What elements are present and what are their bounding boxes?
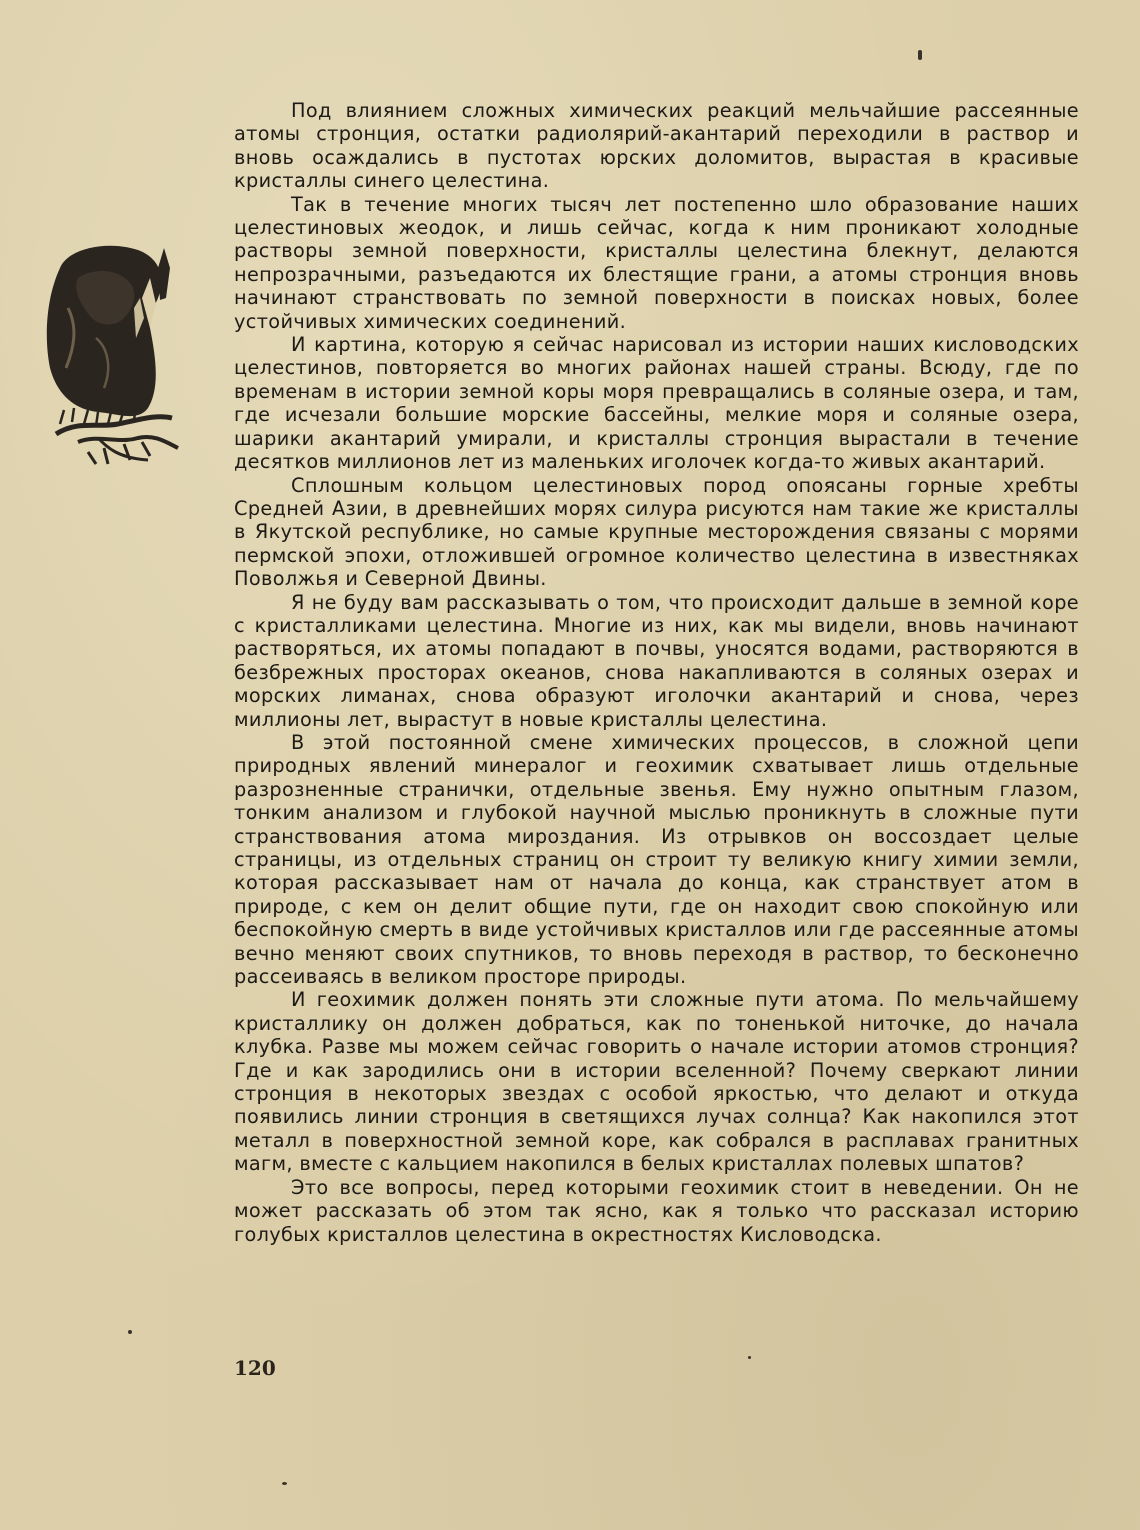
paragraph: Я не буду вам рассказывать о том, что происходит дальше в земной коре с кристалликами целестина. Многие из них, как мы видели, вновь начинают растворяться, их атомы попадают в почвы, уносятся водами, растворяются в безбрежных просторах океанов, снова накапливаются в соляных озерах и морских лиманах, снова образуют иголочки акантарий и снова, через миллионы лет, вырастут в новые кристаллы целестина. [234,590,1079,731]
paragraph: Под влиянием сложных химических реакций мельчайшие рассеянные атомы стронция, остатки радиолярий-акантарий переходили в раствор и вновь осаждались в пустотах юрских доломитов, вырастая в красивые кристаллы синего целестина. [234,99,1079,193]
paragraph: В этой постоянной смене химических процессов, в сложной цепи природных явлений минералог и геохимик схватывает лишь отдельные разрозненные странички, отдельные звенья. Ему нужно опытным глазом, тонким анализом и глубокой научной мыслью проникнуть в сложные пути странствования атома мироздания. Из отрывков он воссоздает целые страницы, из отдельных страниц он строит ту великую книгу химии земли, которая рассказывает нам от начала до конца, как странствует атом в природе, с кем он делит общие пути, где он находит свою спокойную или беспокойную смерть в виде устойчивых кристаллов или где рассеянные атомы вечно меняют своих спутников, то вновь переходя в раствор, то бесконечно рассеиваясь в великом просторе природы. [234,730,1079,989]
paragraph: И геохимик должен понять эти сложные пути атома. По мельчайшему кристаллику он должен добраться, как по тоненькой ниточке, до начала клубка. Разве мы можем сейчас говорить о начале истории атомов стронция? Где и как зародились они в истории вселенной? Почему сверкают линии стронция в некоторых звездах с особой яркостью, что делают и откуда появились линии стронция в светящихся лучах солнца? Как накопился этот металл в поверхностной земной коре, как собрался в расплавах гранитных магм, вместе с кальцием накопился в белых кристаллах полевых шпатов? [234,988,1079,1176]
print-speck [128,1330,132,1334]
print-speck [748,1356,751,1359]
woodcut-figure-icon [38,238,188,478]
print-speck [918,50,922,60]
body-text [234,99,1079,1246]
print-speck [282,1482,287,1485]
paragraph: Это все вопросы, перед которыми геохимик стоит в неведении. Он не может рассказать об этом так ясно, как я только что рассказал историю голубых кристаллов целестина в окрестностях Кисловодска. [234,1175,1079,1246]
paragraph: И картина, которую я сейчас нарисовал из истории наших кисловодских целестинов, повторяется во многих районах нашей страны. Всюду, где по временам в истории земной коры моря превращались в соляные озера, и там, где исчезали большие морские бассейны, мелкие моря и соляные озера, шарики акантарий умирали, и кристаллы стронция вырастали в течение десятков миллионов лет из маленьких иголочек когда-то живых акантарий. [234,333,1079,474]
paragraph: Так в течение многих тысяч лет постепенно шло образование наших целестиновых жеодок, и лишь сейчас, когда к ним проникают холодные растворы земной поверхности, кристаллы целестина блекнут, делаются непрозрачными, разъедаются их блестящие грани, а атомы стронция вновь начинают странствовать по земной поверхности в поисках новых, более устойчивых химических соединений. [234,192,1079,333]
woodcut-illustration [38,238,188,478]
page-number: 120 [234,1356,276,1380]
paragraph: Сплошным кольцом целестиновых пород опоясаны горные хребты Средней Азии, в древнейших морях силура рисуются нам такие же кристаллы в Якутской республике, но самые крупные месторождения связаны с морями пермской эпохи, отложившей огромное количество целестина в известняках Поволжья и Северной Двины. [234,473,1079,591]
